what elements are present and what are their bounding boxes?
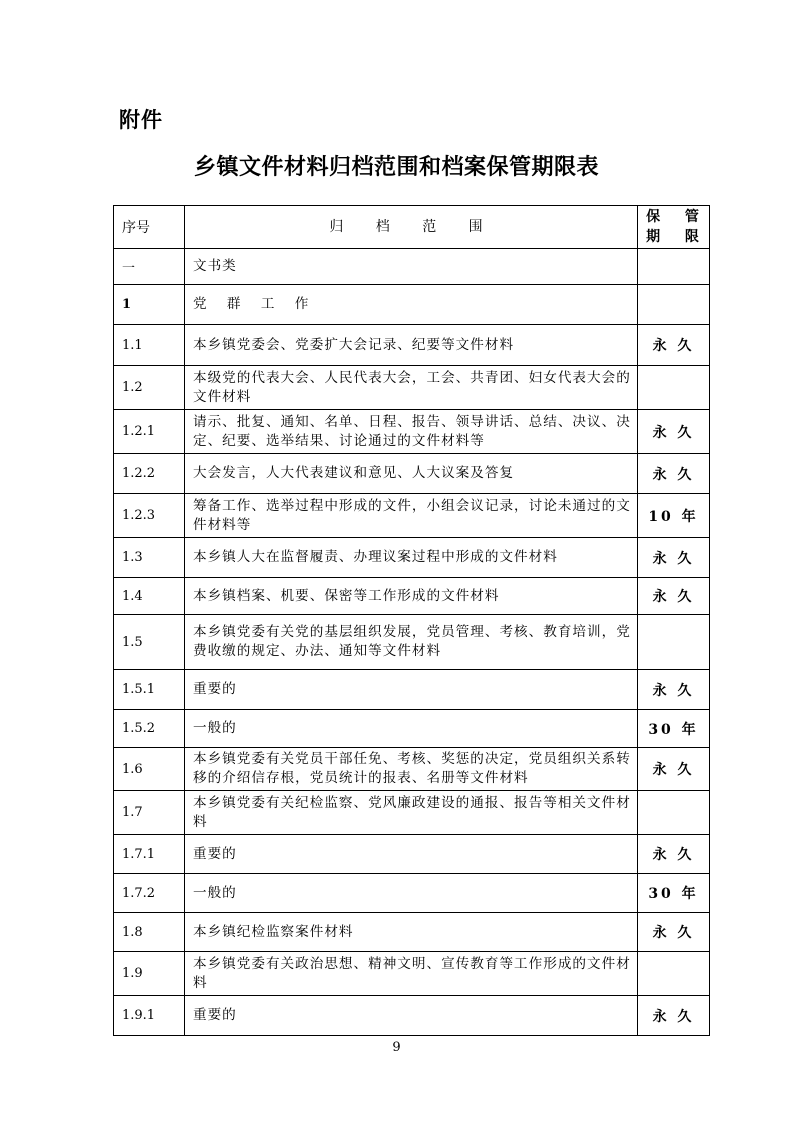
row-no: 1.7 <box>114 791 185 835</box>
row-term: 永 久 <box>638 913 710 952</box>
table-row <box>114 325 710 366</box>
table-row <box>114 615 710 670</box>
row-no: 1 <box>114 285 185 325</box>
table-row <box>114 249 710 285</box>
row-scope: 本乡镇纪检监察案件材料 <box>185 913 638 952</box>
header-no: 序号 <box>114 206 185 249</box>
row-term: 30 年 <box>638 874 710 913</box>
table-row <box>114 791 710 835</box>
row-scope: 本乡镇人大在监督履责、办理议案过程中形成的文件材料 <box>185 538 638 578</box>
row-scope: 本乡镇党委会、党委扩大会记录、纪要等文件材料 <box>185 325 638 366</box>
row-no: 1.3 <box>114 538 185 578</box>
document-title: 乡镇文件材料归档范围和档案保管期限表 <box>193 155 599 180</box>
row-no: 1.6 <box>114 748 185 791</box>
header-term-line1: 保 管 <box>646 209 709 225</box>
row-no: 1.1 <box>114 325 185 366</box>
table-row <box>114 410 710 454</box>
table-row <box>114 285 710 325</box>
row-term <box>638 615 710 670</box>
row-no: 1.9 <box>114 952 185 996</box>
row-scope: 本乡镇党委有关党的基层组织发展，党员管理、考核、教育培训，党费收缴的规定、办法、通知等文件材料 <box>185 615 638 670</box>
row-term: 10 年 <box>638 494 710 538</box>
table-row <box>114 578 710 615</box>
retention-table <box>113 205 710 1036</box>
row-no: 一 <box>114 249 185 285</box>
row-scope: 一般的 <box>185 874 638 913</box>
header-term-line2: 期 限 <box>646 229 709 245</box>
page-number: 9 <box>392 1040 401 1055</box>
row-term: 永 久 <box>638 996 710 1036</box>
row-term: 永 久 <box>638 410 710 454</box>
table-row <box>114 874 710 913</box>
row-no: 1.7.2 <box>114 874 185 913</box>
row-scope: 一般的 <box>185 710 638 748</box>
row-scope: 筹备工作、选举过程中形成的文件，小组会议记录，讨论未通过的文件材料等 <box>185 494 638 538</box>
row-no: 1.2.1 <box>114 410 185 454</box>
row-no: 1.7.1 <box>114 835 185 874</box>
row-term: 永 久 <box>638 538 710 578</box>
table-row <box>114 748 710 791</box>
table-header-row <box>114 206 710 249</box>
row-scope: 重要的 <box>185 835 638 874</box>
row-scope: 大会发言，人大代表建议和意见、人大议案及答复 <box>185 454 638 494</box>
row-term: 永 久 <box>638 835 710 874</box>
row-term: 永 久 <box>638 325 710 366</box>
header-scope: 归 档 范 围 <box>185 206 638 249</box>
row-no: 1.8 <box>114 913 185 952</box>
row-term <box>638 791 710 835</box>
row-term <box>638 952 710 996</box>
row-term: 永 久 <box>638 578 710 615</box>
table-row <box>114 952 710 996</box>
row-scope: 重要的 <box>185 670 638 710</box>
table-row <box>114 835 710 874</box>
row-term <box>638 366 710 410</box>
row-scope: 本乡镇党委有关党员干部任免、考核、奖惩的决定，党员组织关系转移的介绍信存根，党员统计的报表、名册等文件材料 <box>185 748 638 791</box>
row-term: 30 年 <box>638 710 710 748</box>
table-row <box>114 710 710 748</box>
row-no: 1.9.1 <box>114 996 185 1036</box>
table-row <box>114 913 710 952</box>
row-scope: 本乡镇档案、机要、保密等工作形成的文件材料 <box>185 578 638 615</box>
attachment-label: 附件 <box>119 108 163 132</box>
row-term <box>638 285 710 325</box>
row-term: 永 久 <box>638 670 710 710</box>
row-scope: 文书类 <box>185 249 638 285</box>
row-no: 1.5 <box>114 615 185 670</box>
row-term: 永 久 <box>638 454 710 494</box>
row-term <box>638 249 710 285</box>
table-row <box>114 494 710 538</box>
row-scope: 本级党的代表大会、人民代表大会，工会、共青团、妇女代表大会的文件材料 <box>185 366 638 410</box>
header-term <box>638 206 710 249</box>
row-scope: 请示、批复、通知、名单、日程、报告、领导讲话、总结、决议、决定、纪要、选举结果、讨论通过的文件材料等 <box>185 410 638 454</box>
row-no: 1.2.2 <box>114 454 185 494</box>
row-scope: 本乡镇党委有关纪检监察、党风廉政建设的通报、报告等相关文件材料 <box>185 791 638 835</box>
row-no: 1.2 <box>114 366 185 410</box>
table-row <box>114 670 710 710</box>
table-row <box>114 366 710 410</box>
row-no: 1.5.2 <box>114 710 185 748</box>
row-term: 永 久 <box>638 748 710 791</box>
row-scope: 本乡镇党委有关政治思想、精神文明、宣传教育等工作形成的文件材料 <box>185 952 638 996</box>
row-scope: 重要的 <box>185 996 638 1036</box>
table-row <box>114 996 710 1036</box>
table-row <box>114 538 710 578</box>
row-scope: 党 群 工 作 <box>185 285 638 325</box>
row-no: 1.5.1 <box>114 670 185 710</box>
row-no: 1.2.3 <box>114 494 185 538</box>
row-no: 1.4 <box>114 578 185 615</box>
table-row <box>114 454 710 494</box>
